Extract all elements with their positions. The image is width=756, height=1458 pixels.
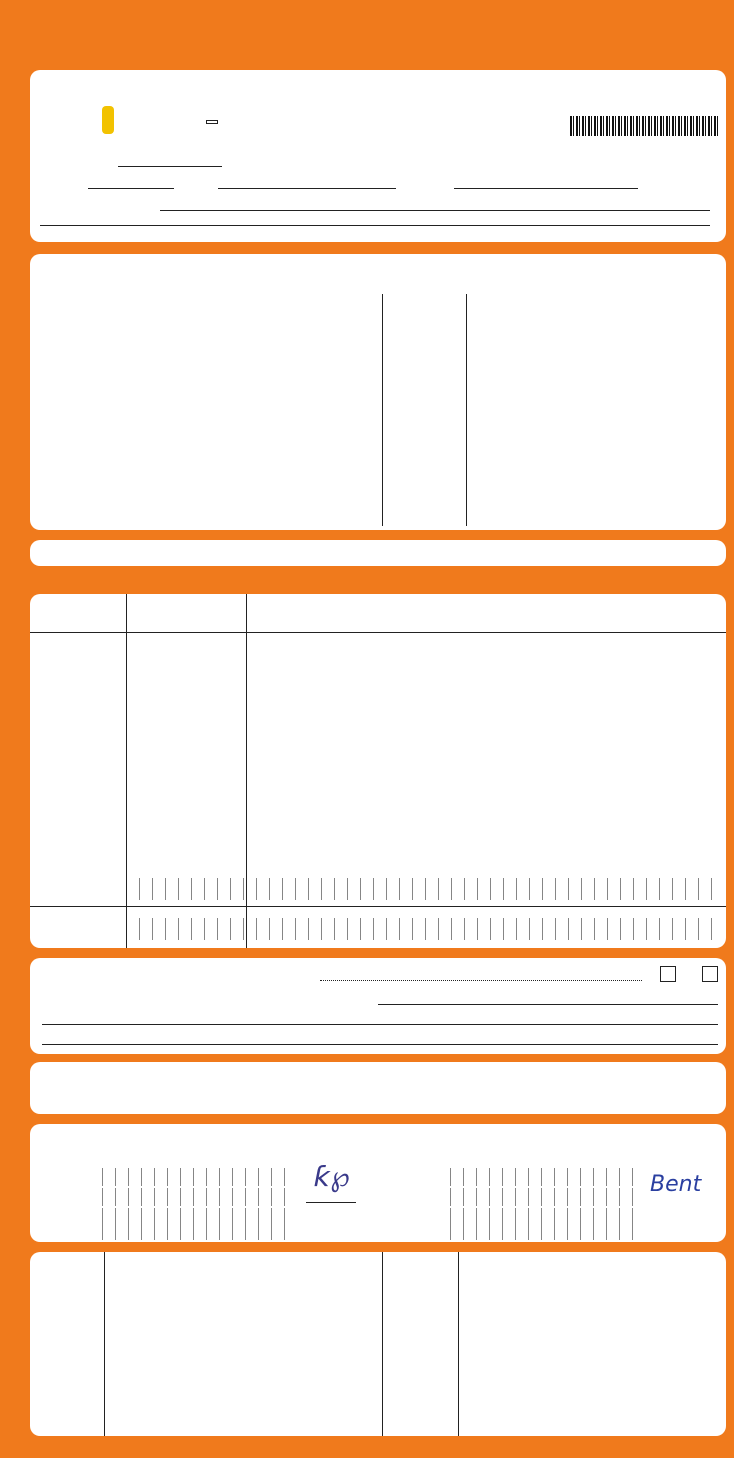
escrutador2-label (390, 1212, 412, 1228)
mesa-box (30, 1124, 726, 1242)
resultados-box (30, 594, 726, 948)
checkbox-no[interactable] (702, 966, 718, 982)
timing-mark-band (734, 0, 756, 1458)
cee-logo (102, 106, 114, 134)
incidentes-box (30, 958, 726, 1054)
side-instruction (2, 975, 32, 1005)
header-box (30, 70, 726, 242)
subtitle-box (206, 120, 218, 124)
fundamento-box (30, 1062, 726, 1114)
barcode (570, 116, 718, 136)
constancias-box (30, 254, 726, 530)
checkbox-si[interactable] (660, 966, 676, 982)
urna-box (30, 540, 726, 566)
presidente-firma-sign: ƙ℘ (314, 1160, 350, 1193)
secretario-firma-sign: Bent (650, 1172, 702, 1197)
representantes-box (30, 1252, 726, 1436)
